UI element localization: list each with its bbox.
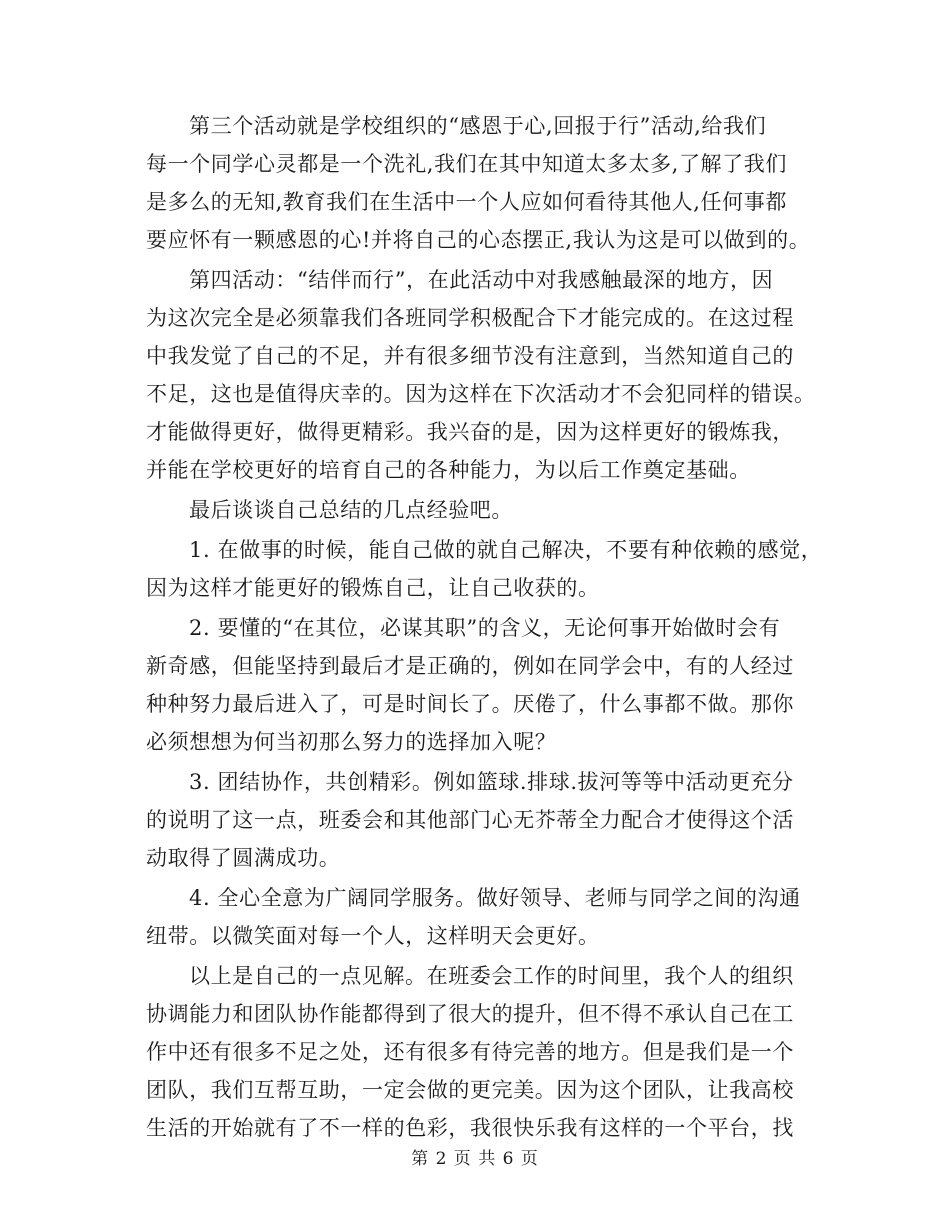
list-item-line: 动取得了圆满成功。 xyxy=(146,846,341,870)
paragraph-line: 不足，这也是值得庆幸的。因为这样在下次活动才不会犯同样的错误。 xyxy=(146,382,816,406)
paragraph-line: 团队，我们互帮互助，一定会做的更完美。因为这个团队，让我高校 xyxy=(146,1078,794,1102)
list-item-line: 新奇感，但能坚持到最后才是正确的，例如在同学会中，有的人经过 xyxy=(146,654,794,678)
paragraph-line: 以上是自己的一点见解。在班委会工作的时间里，我个人的组织 xyxy=(189,964,794,988)
list-item-line: 2. 要懂的“在其位，必谋其职”的含义，无论何事开始做时会有 xyxy=(189,616,781,640)
paragraph-line: 第四活动：“结伴而行”，在此活动中对我感触最深的地方，因 xyxy=(189,268,774,292)
list-item-line: 4. 全心全意为广阔同学服务。做好领导、老师与同学之间的沟通 xyxy=(189,886,801,910)
list-item-line: 因为这样才能更好的锻炼自己，让自己收获的。 xyxy=(146,576,600,600)
paragraph-line: 中我发觉了自己的不足，并有很多细节没有注意到，当然知道自己的 xyxy=(146,344,794,368)
list-item-line: 的说明了这一点，班委会和其他部门心无芥蒂全力配合才使得这个活 xyxy=(146,808,794,832)
paragraph-line: 要应怀有一颗感恩的心!并将自己的心态摆正,我认为这是可以做到的。 xyxy=(146,228,811,252)
page-number-footer: 第 2 页 共 6 页 xyxy=(411,1149,539,1169)
paragraph-line: 生活的开始就有了不一样的色彩，我很快乐我有这样的一个平台，找 xyxy=(146,1116,794,1140)
list-item-line: 种种努力最后进入了，可是时间长了。厌倦了，什么事都不做。那你 xyxy=(146,692,794,716)
paragraph-line: 并能在学校更好的培育自己的各种能力，为以后工作奠定基础。 xyxy=(146,458,751,482)
list-item-line: 纽带。以微笑面对每一个人，这样明天会更好。 xyxy=(146,924,600,948)
paragraph-line: 才能做得更好，做得更精彩。我兴奋的是，因为这样更好的锻炼我， xyxy=(146,420,794,444)
paragraph-line: 第三个活动就是学校组织的“感恩于心,回报于行”活动,给我们 xyxy=(189,114,767,138)
paragraph-line: 作中还有很多不足之处，还有很多有待完善的地方。但是我们是一个 xyxy=(146,1040,794,1064)
paragraph-line: 为这次完全是必须靠我们各班同学积极配合下才能完成的。在这过程 xyxy=(146,306,794,330)
list-item-line: 1. 在做事的时候，能自己做的就自己解决，不要有种依赖的感觉， xyxy=(189,538,823,562)
paragraph-line: 是多么的无知,教育我们在生活中一个人应如何看待其他人,任何事都 xyxy=(146,190,787,214)
list-item-line: 3. 团结协作，共创精彩。例如篮球.排球.拔河等等中活动更充分 xyxy=(189,770,794,794)
list-item-line: 必须想想为何当初那么努力的选择加入呢？ xyxy=(146,730,557,754)
paragraph-line: 最后谈谈自己总结的几点经验吧。 xyxy=(189,498,513,522)
paragraph-line: 每一个同学心灵都是一个洗礼,我们在其中知道太多太多,了解了我们 xyxy=(146,152,787,176)
paragraph-line: 协调能力和团队协作能都得到了很大的提升，但不得不承认自己在工 xyxy=(146,1002,794,1026)
